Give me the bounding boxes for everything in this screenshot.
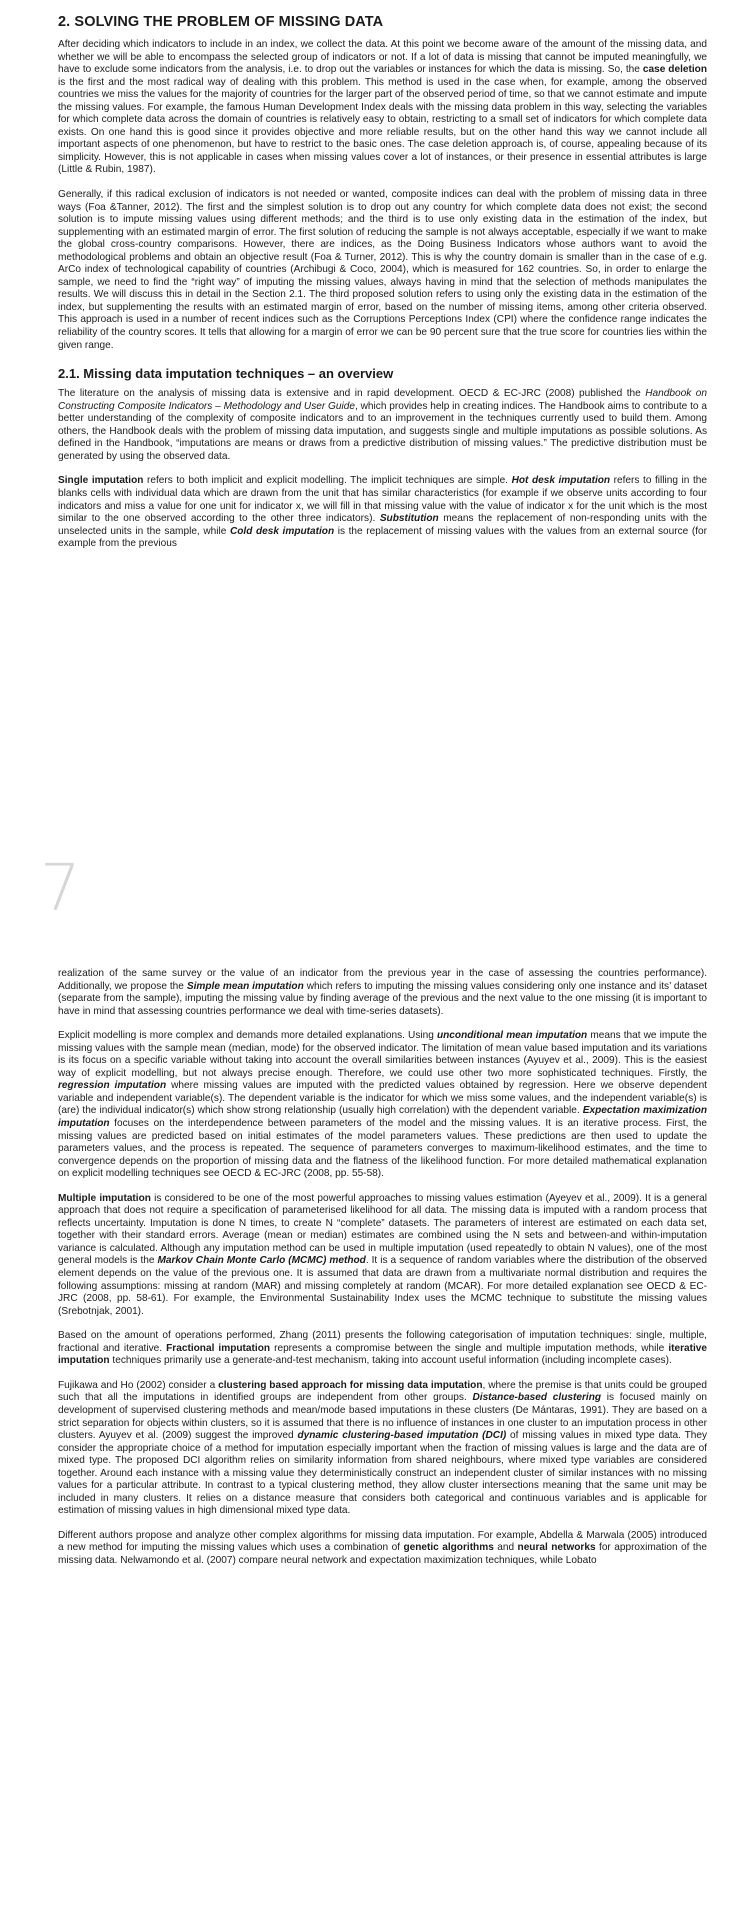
page-number: 7 <box>40 852 81 926</box>
paragraph-simple-mean: realization of the same survey or the value of an indicator from the previous year in the case of assessing the countries performance). Additionally, we propose the Simple mean imputation which refers to imputing the missing values considering only one instance and its’ dataset (separate from the sample), imputing the missing value by finding average of the previous and the next value to the one missing (it is important to have in mind that assessing countries performance we deal with time-series datasets). <box>58 968 708 1017</box>
subsection-title: 2.1. Missing data imputation techniques – an overview <box>58 366 394 382</box>
paragraph-categorisation: Based on the amount of operations performed, Zhang (2011) presents the following categorisation of imputation techniques: single, multiple, fractional and iterative. Fractional imputation represents a compromise between the single and multiple imputation methods, while iterative imputation techniques primarily use a generate-and-test mechanism, taking into account useful information (including incomplete cases). <box>58 1330 708 1367</box>
paragraph-complex-algorithms: Different authors propose and analyze other complex algorithms for missing data imputation. For example, Abdella & Marwala (2005) introduced a new method for imputing the missing values which uses a combination of genetic algorithms and neural networks for approximation of the missing data. Nelwamondo et al. (2007) compare neural network and expectation maximization techniques, while Lobato <box>58 1529 707 1566</box>
document-page-bottom <box>0 968 731 1920</box>
paragraph-single-imputation: Single imputation refers to both implicit and explicit modelling. The implicit techniques are simple. Hot desk imputation refers to filling in the blanks cells with individual data which are drawn from the unit that has similar characteristics (for example if we observe units according to four indicators and miss a value for one unit for indicator x, we will fill in that missing value with the value of indicator x for the unit which is the most similar to the one observed according to the other three indicators). Substitution means the replacement of non-responding units with the unselected units in the sample, while Cold desk imputation is the replacement of missing values with the values from an external source (for example from the previous <box>58 475 708 550</box>
paragraph-three-ways: Generally, if this radical exclusion of indicators is not needed or wanted, composite indices can deal with the problem of missing data in three ways (Foa &Tanner, 2012). The first and the simplest solution is to drop out any country for which complete data does not exist; the second solution is to impute missing values using different methods; and the third is to use only existing data in the estimation of the index, but supplementing with an estimated margin of error. The first solution of reducing the sample is not always acceptable, especially if we want to make the global cross-country comparisons. However, there are indices, as the Doing Business Indicators whose authors want to avoid the methodological problems and obtain an objective result (Foa & Turner, 2012). This is why the country domain is smaller than in the case of e.g. ArCo index of technological capability of countries (Archibugi & Coco, 2004), which is measured for 162 countries. So, in order to enlarge the sample, we need to find the “right way” of imputing the missing values, always having in mind that the selection of methods manipulates the results. We will discuss this in detail in the Section 2.1. The third proposed solution refers to using only the existing data in the estimation of the index, but supplementing the results with an estimated margin of error, based on the number of missing items, among other criteria observed. This approach is used in a number of recent indices such as the Corruptions Perceptions Index (CPI) where the confidence range indicates the reliability of the country scores. It tells that allowing for a margin of error we can be 90 percent sure that the true score for countries lies within the given range. <box>58 189 707 351</box>
section-title: 2. SOLVING THE PROBLEM OF MISSING DATA <box>58 14 384 30</box>
paragraph-multiple-imputation: Multiple imputation is considered to be one of the most powerful approaches to missing values estimation (Ayeyev et al., 2009). It is a general approach that does not require a specification of parameterised likelihood for all data. The missing data is imputed with a random process that reflects uncertainty. Imputation is done N times, to create N “complete” datasets. The parameters of interest are estimated on each data set, together with their standard errors. Average (mean or median) estimates are combined using the N sets and between-and within-imputation variance is calculated. Although any imputation method can be used in multiple imputation (used repeatedly to obtain N values), one of the most general models is the Markov Chain Monte Carlo (MCMC) method. It is a sequence of random variables where the distribution of the observed element depends on the value of the previous one. It is assumed that data are drawn from a multivariate normal distribution and requires the following assumptions: missing at random (MAR) and missing completely at random (MCAR). For more detailed explanation see OECD & EC-JRC (2008, pp. 58-61). For example, the Environmental Sustainability Index uses the MCMC technique to substitute the missing values (Srebotnjak, 2001). <box>58 1192 708 1317</box>
paragraph-case-deletion: After deciding which indicators to include in an index, we collect the data. At this point we become aware of the amount of the missing data, and whether we will be able to encompass the selected group of indicators or not. If a lot of data is missing that cannot be imputed meaningfully, we have to exclude some indicators from the analysis, i.e. to drop out the variables or instances for which the data is missing. So, the case deletion is the first and the most radical way of dealing with this problem. This method is used in the case when, for example, among the observed countries we miss the values for the majority of countries for the larger part of the observed period of time, so that we cannot estimate and impute the missing values. For example, the famous Human Development Index deals with the missing data problem in this way, selecting the variables for which complete data across the domain of countries is relatively easy to obtain, restricting to a small set of indicators for which complete data exists. On one hand this is good since it provides objective and more reliable results, but on the other hand this way we cannot include all important aspects of one phenomenon, but have to restrict to the basic ones. The case deletion approach is, of course, appealing because of its simplicity. However, this is not applicable in cases when missing values cover a lot of instances, or their presence in essential attributes is large (Little & Rubin, 1987). <box>58 39 707 176</box>
paragraph-clustering: Fujikawa and Ho (2002) consider a clustering based approach for missing data imputation, where the premise is that units could be grouped such that all the imputations in identified groups are independent from other groups. Distance-based clustering is focused mainly on development of supervised clustering methods and mean/mode based imputations in these clusters (De Mántaras, 1991). They are based on a strict separation for objects within clusters, so it is assumed that there is no influence of instances in one cluster to an imputation process in other clusters. Ayuyev et al. (2009) suggest the improved dynamic clustering-based imputation (DCI) of missing values in mixed type data. They consider the appropriate choice of a method for imputation especially important when the fraction of missing values is large and the data are of mixed type. The proposed DCI algorithm relies on similarity information from shared neighbours, where mixed type variables are considered together. Around each instance with a missing value they deterministically construct an independent cluster of similar instances with no missing values for a particular attribute. In contrast to a typical clustering method, they allow cluster intersections meaning that the same unit may be included in many clusters. It relies on a distance measure that considers both categorical and continuous variables and is applicable for estimation of missing values in high dimensional mixed type data. <box>58 1379 708 1517</box>
paragraph-explicit-modelling: Explicit modelling is more complex and demands more detailed explanations. Using unconditional mean imputation means that we impute the missing values with the sample mean (median, mode) for the observed indicator. The limitation of mean value based imputation and its variations is its focus on a specific variable without taking into account the overall similarities between instances (Ayuyev et al., 2009). This is the easiest way of explicit modelling, but not always precise enough. Therefore, we could use other two more sophisticated techniques. Firstly, the regression imputation where missing values are imputed with the predicted values obtained by regression. Here we observe dependent variable and independent variable(s). The dependent variable is the indicator for which we miss some values, and the independent variable(s) is (are) the individual indicator(s) which show strong relationship (usually high correlation) with the dependent variable. Expectation maximization imputation focuses on the interdependence between parameters of the model and the missing values. It is an iterative process. First, the missing values are predicted based on initial estimates of the model parameters values. These predictions are then used to update the parameters values, and the process is repeated. The sequence of parameters converges to maximum-likelihood estimates, and the time to convergence depends on the proportion of missing data and the flatness of the likelihood function. For more detailed mathematical explanation on explicit modelling techniques see OECD & EC-JRC (2008, pp. 55-58). <box>58 1030 707 1180</box>
paragraph-literature: The literature on the analysis of missing data is extensive and in rapid development. OECD & EC-JRC (2008) published the Handbook on Constructing Composite Indicators – Methodology and User Guide, which provides help in creating indices. The Handbook aims to contribute to a better understanding of the complexity of composite indicators and to an improvement in the techniques currently used to build them. Among others, the Handbook deals with the problem of missing data imputation, and suggests single and multiple imputations as possible solutions. As defined in the Handbook, “imputations are means or draws from a predictive distribution of missing values.” The predictive distribution must be generated by using the observed data. <box>58 388 707 462</box>
page-break <box>0 840 731 968</box>
document-page-top <box>0 0 731 840</box>
